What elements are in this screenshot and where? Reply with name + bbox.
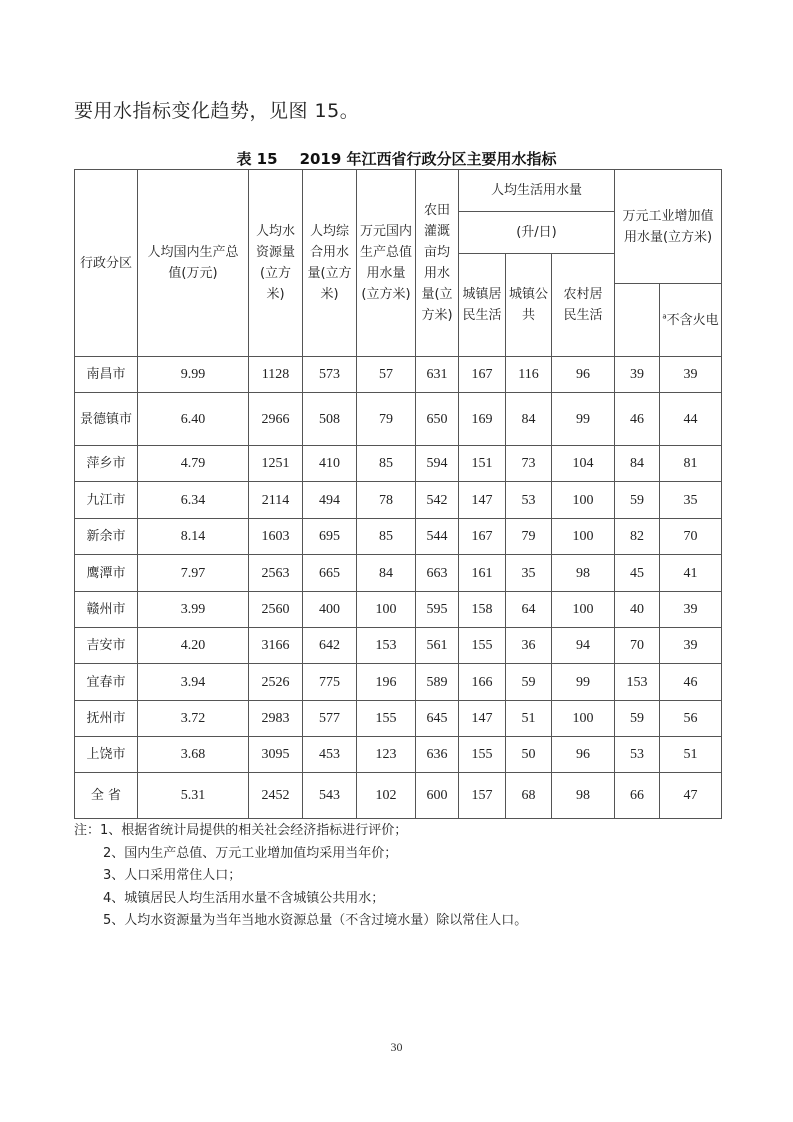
cell-value: 775: [303, 664, 357, 701]
cell-value: 166: [459, 664, 506, 701]
cell-value: 161: [459, 555, 506, 592]
header-industry-group: 万元工业增加值用水量(立方米): [615, 170, 722, 284]
cell-value: 57: [357, 357, 416, 393]
cell-value: 53: [615, 737, 660, 773]
table-caption: [0, 148, 793, 169]
cell-value: 39: [660, 592, 722, 628]
cell-value: 59: [615, 701, 660, 737]
footnote-mark: a: [662, 312, 667, 321]
cell-value: 1251: [249, 446, 303, 482]
cell-value: 155: [357, 701, 416, 737]
cell-value: 3166: [249, 628, 303, 664]
note-1: 注：1、根据省统计局提供的相关社会经济指标进行评价；: [74, 823, 408, 838]
cell-value: 100: [552, 592, 615, 628]
header-industry-total: [615, 284, 660, 357]
cell-value: 35: [506, 555, 552, 592]
cell-value: 70: [660, 519, 722, 555]
note-2: 2、国内生产总值、万元工业增加值均采用当年价；: [103, 845, 398, 861]
cell-value: 594: [416, 446, 459, 482]
header-water-resource-per-capita: 人均水资源量(立方米): [249, 170, 303, 357]
cell-value: 650: [416, 393, 459, 446]
cell-value: 102: [357, 773, 416, 819]
cell-value: 84: [506, 393, 552, 446]
cell-value: 39: [660, 357, 722, 393]
note-3: 3、人口采用常住人口；: [103, 868, 242, 883]
cell-value: 157: [459, 773, 506, 819]
cell-value: 155: [459, 628, 506, 664]
cell-value: 1128: [249, 357, 303, 393]
cell-value: 3.72: [138, 701, 249, 737]
cell-value: 577: [303, 701, 357, 737]
table-row: [75, 555, 722, 592]
cell-value: 663: [416, 555, 459, 592]
notes-prefix: 注：: [74, 823, 101, 838]
cell-value: 51: [506, 701, 552, 737]
cell-value: 100: [552, 701, 615, 737]
cell-value: 2560: [249, 592, 303, 628]
header-urban-public: 城镇公共: [506, 254, 552, 357]
cell-value: 59: [615, 482, 660, 519]
cell-value: 631: [416, 357, 459, 393]
table-row: [75, 482, 722, 519]
cell-region: 鹰潭市: [75, 555, 138, 592]
cell-value: 98: [552, 555, 615, 592]
table-notes: [74, 820, 527, 933]
cell-value: 2526: [249, 664, 303, 701]
cell-region: 九江市: [75, 482, 138, 519]
table-row: [75, 773, 722, 819]
cell-value: 96: [552, 737, 615, 773]
cell-value: 600: [416, 773, 459, 819]
cell-value: 68: [506, 773, 552, 819]
cell-value: 169: [459, 393, 506, 446]
note-4: 4、城镇居民人均生活用水量不含城镇公共用水；: [103, 890, 385, 906]
cell-region: 宜春市: [75, 664, 138, 701]
cell-value: 3095: [249, 737, 303, 773]
cell-value: 98: [552, 773, 615, 819]
cell-value: 96: [552, 357, 615, 393]
cell-region: 吉安市: [75, 628, 138, 664]
table-row: [75, 628, 722, 664]
cell-value: 47: [660, 773, 722, 819]
cell-value: 400: [303, 592, 357, 628]
cell-value: 53: [506, 482, 552, 519]
cell-value: 73: [506, 446, 552, 482]
header-use-per-10k-gdp: 万元国内生产总值用水量(立方米): [357, 170, 416, 357]
header-total-use-per-capita: 人均综合用水量(立方米): [303, 170, 357, 357]
cell-value: 508: [303, 393, 357, 446]
cell-value: 147: [459, 482, 506, 519]
header-rural-resident: 农村居民生活: [552, 254, 615, 357]
table-row: [75, 737, 722, 773]
cell-value: 104: [552, 446, 615, 482]
cell-value: 3.94: [138, 664, 249, 701]
table-row: [75, 357, 722, 393]
header-region: 行政分区: [75, 170, 138, 357]
header-domestic-unit: (升/日): [459, 212, 615, 254]
cell-value: 695: [303, 519, 357, 555]
cell-region: 萍乡市: [75, 446, 138, 482]
header-excl-thermal: [660, 284, 722, 357]
cell-value: 66: [615, 773, 660, 819]
cell-value: 3.99: [138, 592, 249, 628]
table-row: [75, 701, 722, 737]
cell-value: 155: [459, 737, 506, 773]
cell-value: 147: [459, 701, 506, 737]
cell-value: 6.40: [138, 393, 249, 446]
cell-value: 153: [357, 628, 416, 664]
cell-value: 665: [303, 555, 357, 592]
table-row: [75, 446, 722, 482]
header-domestic-group: 人均生活用水量: [459, 170, 615, 212]
cell-value: 167: [459, 357, 506, 393]
cell-region: 上饶市: [75, 737, 138, 773]
cell-value: 4.79: [138, 446, 249, 482]
cell-value: 573: [303, 357, 357, 393]
cell-value: 40: [615, 592, 660, 628]
cell-value: 84: [357, 555, 416, 592]
cell-value: 79: [506, 519, 552, 555]
cell-value: 1603: [249, 519, 303, 555]
table-row: [75, 393, 722, 446]
cell-value: 99: [552, 393, 615, 446]
cell-value: 2966: [249, 393, 303, 446]
cell-value: 46: [660, 664, 722, 701]
cell-value: 56: [660, 701, 722, 737]
cell-value: 6.34: [138, 482, 249, 519]
cell-value: 41: [660, 555, 722, 592]
cell-value: 46: [615, 393, 660, 446]
cell-value: 636: [416, 737, 459, 773]
cell-value: 85: [357, 446, 416, 482]
cell-value: 116: [506, 357, 552, 393]
cell-value: 59: [506, 664, 552, 701]
cell-region: 赣州市: [75, 592, 138, 628]
cell-value: 36: [506, 628, 552, 664]
header-gdp-per-capita: 人均国内生产总值(万元): [138, 170, 249, 357]
cell-region: 景德镇市: [75, 393, 138, 446]
cell-value: 542: [416, 482, 459, 519]
table-row: [75, 519, 722, 555]
cell-value: 153: [615, 664, 660, 701]
cell-value: 81: [660, 446, 722, 482]
cell-value: 44: [660, 393, 722, 446]
cell-value: 4.20: [138, 628, 249, 664]
cell-region: 南昌市: [75, 357, 138, 393]
cell-value: 2983: [249, 701, 303, 737]
cell-region: 抚州市: [75, 701, 138, 737]
cell-value: 64: [506, 592, 552, 628]
cell-value: 645: [416, 701, 459, 737]
cell-value: 196: [357, 664, 416, 701]
cell-value: 100: [552, 482, 615, 519]
cell-value: 453: [303, 737, 357, 773]
cell-value: 158: [459, 592, 506, 628]
cell-value: 84: [615, 446, 660, 482]
cell-value: 8.14: [138, 519, 249, 555]
note-5: 5、人均水资源量为当年当地水资源总量（不含过境水量）除以常住人口。: [103, 913, 528, 928]
cell-value: 9.99: [138, 357, 249, 393]
cell-value: 410: [303, 446, 357, 482]
cell-value: 561: [416, 628, 459, 664]
cell-region: 新余市: [75, 519, 138, 555]
cell-value: 39: [615, 357, 660, 393]
cell-value: 45: [615, 555, 660, 592]
table-caption-number: 表 15: [236, 150, 278, 168]
cell-value: 167: [459, 519, 506, 555]
cell-value: 70: [615, 628, 660, 664]
cell-value: 642: [303, 628, 357, 664]
cell-value: 589: [416, 664, 459, 701]
cell-value: 2452: [249, 773, 303, 819]
cell-value: 2114: [249, 482, 303, 519]
cell-value: 3.68: [138, 737, 249, 773]
cell-value: 123: [357, 737, 416, 773]
cell-value: 35: [660, 482, 722, 519]
cell-value: 100: [357, 592, 416, 628]
header-urban-resident: 城镇居民生活: [459, 254, 506, 357]
cell-value: 94: [552, 628, 615, 664]
cell-value: 2563: [249, 555, 303, 592]
cell-value: 85: [357, 519, 416, 555]
table-row: [75, 592, 722, 628]
water-indicator-table: [74, 169, 722, 819]
cell-value: 544: [416, 519, 459, 555]
cell-value: 7.97: [138, 555, 249, 592]
header-excl-thermal-label: 不含火电: [666, 312, 719, 328]
page-number: 30: [390, 1040, 403, 1054]
cell-value: 82: [615, 519, 660, 555]
intro-paragraph: 要用水指标变化趋势，见图 15。: [74, 100, 360, 122]
cell-value: 494: [303, 482, 357, 519]
table-caption-title: 2019 年江西省行政分区主要用水指标: [299, 150, 557, 168]
cell-value: 78: [357, 482, 416, 519]
cell-value: 99: [552, 664, 615, 701]
cell-value: 543: [303, 773, 357, 819]
cell-value: 151: [459, 446, 506, 482]
cell-value: 39: [660, 628, 722, 664]
cell-value: 50: [506, 737, 552, 773]
table-row: [75, 664, 722, 701]
header-irrigation-per-mu: 农田灌溉亩均用水量(立方米): [416, 170, 459, 357]
cell-region: 全 省: [75, 773, 138, 819]
cell-value: 595: [416, 592, 459, 628]
cell-value: 79: [357, 393, 416, 446]
cell-value: 51: [660, 737, 722, 773]
cell-value: 100: [552, 519, 615, 555]
cell-value: 5.31: [138, 773, 249, 819]
